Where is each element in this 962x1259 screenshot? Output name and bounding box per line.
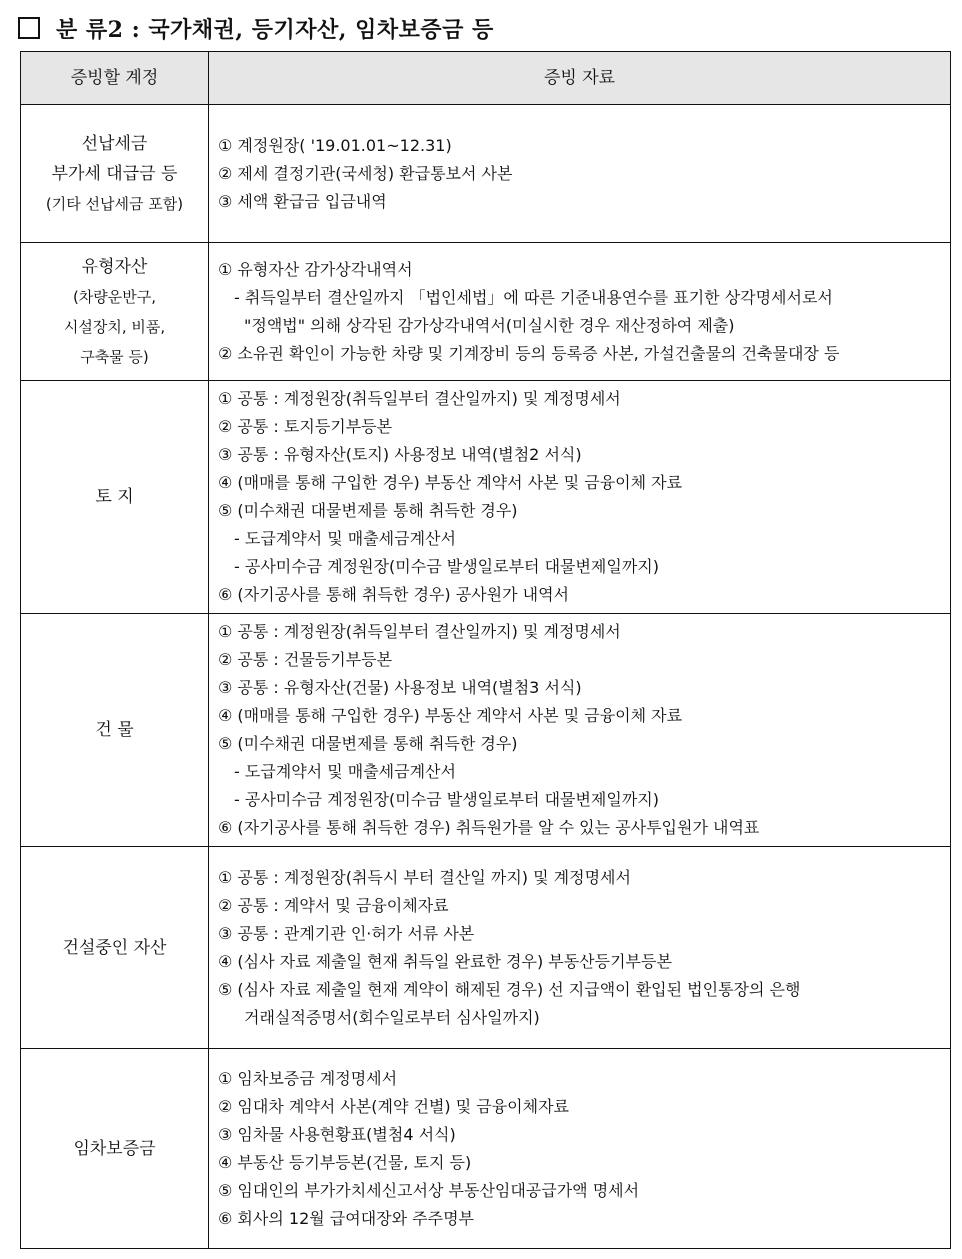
evidence-item: ⑤ (미수채권 대물변제를 통해 취득한 경우): [218, 501, 518, 520]
evidence-item: ⑤ (미수채권 대물변제를 통해 취득한 경우): [218, 734, 518, 753]
table-row: [21, 243, 951, 381]
evidence-item: ⑤ (심사 자료 제출일 현재 계약이 해제된 경우) 선 지급액이 환입된 법인통장의 은행: [218, 979, 801, 999]
evidence-item: ④ (심사 자료 제출일 현재 취득일 완료한 경우) 부동산등기부등본: [218, 951, 672, 971]
evidence-item: ③ 공통 : 유형자산(건물) 사용정보 내역(별첨3 서식): [218, 678, 582, 697]
evidence-item: ③ 임차물 사용현황표(별첨4 서식): [218, 1124, 456, 1144]
evidence-subitem: - 취득일부터 결산일까지 「법인세법」에 따른 기준내용연수를 표기한 상각명세서로서: [234, 287, 833, 307]
evidence-subitem: - 공사미수금 계정원장(미수금 발생일로부터 대물변제일까지): [234, 557, 660, 576]
account-note: (차량운반구,: [72, 287, 157, 306]
table-header-row: [21, 52, 951, 105]
account-cell: [21, 381, 209, 614]
evidence-item: ③ 세액 환급금 입금내역: [218, 191, 387, 211]
evidence-item: ③ 공통 : 유형자산(토지) 사용정보 내역(별첨2 서식): [218, 445, 582, 464]
checkbox-square-icon: [18, 17, 40, 39]
table-row: [21, 105, 951, 243]
table-row: [21, 1049, 951, 1249]
evidence-item: ② 제세 결정기관(국세청) 환급통보서 사본: [218, 163, 513, 183]
evidence-subitem: - 공사미수금 계정원장(미수금 발생일로부터 대물변제일까지): [234, 790, 660, 809]
account-cell: [21, 243, 209, 381]
evidence-cell: [209, 847, 951, 1049]
account-name: 임차보증금: [73, 1138, 156, 1159]
table-row: [21, 614, 951, 847]
evidence-item: ② 임대차 계약서 사본(계약 건별) 및 금융이체자료: [218, 1096, 570, 1116]
account-name: 토 지: [95, 487, 134, 507]
evidence-item: ② 소유권 확인이 가능한 차량 및 기계장비 등의 등록증 사본, 가설건출물의 건축물대장 등: [218, 343, 840, 363]
account-note: 시설장치, 비품,: [63, 317, 166, 336]
account-cell: [21, 847, 209, 1049]
evidence-cell: [209, 243, 951, 381]
evidence-item: ① 공통 : 계정원장(취득시 부터 결산일 까지) 및 계정명세서: [218, 867, 631, 887]
evidence-item: ⑥ (자기공사를 통해 취득한 경우) 취득원가를 알 수 있는 공사투입원가 내역표: [218, 818, 760, 837]
account-name: 선납세금: [81, 133, 148, 154]
evidence-subitem: "정액법" 의해 상각된 감가상각내역서(미실시한 경우 재산정하여 제출): [244, 315, 735, 335]
evidence-item: ④ (매매를 통해 구입한 경우) 부동산 계약서 사본 및 금융이체 자료: [218, 473, 683, 492]
account-name: 건 물: [95, 720, 134, 740]
table-row: [21, 847, 951, 1049]
evidence-item: ③ 공통 : 관계기관 인·허가 서류 사본: [218, 923, 475, 943]
header-account: 증빙할 계정: [21, 52, 209, 105]
evidence-cell: [209, 381, 951, 614]
account-name: 유형자산: [81, 256, 148, 277]
account-name: 건설중인 자산: [62, 937, 167, 958]
evidence-item: ① 임차보증금 계정명세서: [218, 1068, 398, 1088]
evidence-continuation: 거래실적증명서(회수일로부터 심사일까지): [244, 1007, 540, 1027]
evidence-item: ① 계정원장( '19.01.01~12.31): [218, 135, 452, 155]
header-evidence: 증빙 자료: [209, 52, 951, 105]
evidence-item: ⑤ 임대인의 부가가치세신고서상 부동산임대공급가액 명세서: [218, 1180, 640, 1200]
account-note: 구축물 등): [80, 347, 149, 366]
account-cell: [21, 105, 209, 243]
evidence-item: ① 공통 : 계정원장(취득일부터 결산일까지) 및 계정명세서: [218, 622, 621, 641]
evidence-item: ② 공통 : 계약서 및 금융이체자료: [218, 895, 449, 915]
table-row: [21, 381, 951, 614]
evidence-item: ④ (매매를 통해 구입한 경우) 부동산 계약서 사본 및 금융이체 자료: [218, 706, 683, 725]
evidence-item: ② 공통 : 토지등기부등본: [218, 417, 393, 436]
evidence-subitem: - 도급계약서 및 매출세금계산서: [234, 529, 456, 548]
evidence-item: ⑥ (자기공사를 통해 취득한 경우) 공사원가 내역서: [218, 585, 570, 604]
evidence-cell: [209, 105, 951, 243]
account-name: 부가세 대급금 등: [51, 163, 178, 184]
section-heading: [18, 10, 494, 46]
account-cell: [21, 614, 209, 847]
evidence-item: ① 유형자산 감가상각내역서: [218, 259, 413, 279]
evidence-item: ① 공통 : 계정원장(취득일부터 결산일까지) 및 계정명세서: [218, 389, 621, 408]
evidence-cell: [209, 614, 951, 847]
evidence-table: [20, 51, 951, 1249]
evidence-subitem: - 도급계약서 및 매출세금계산서: [234, 762, 456, 781]
account-cell: [21, 1049, 209, 1249]
evidence-cell: [209, 1049, 951, 1249]
evidence-item: ④ 부동산 등기부등본(건물, 토지 등): [218, 1152, 472, 1172]
section-title: 분 류2 : 국가채권, 등기자산, 임차보증금 등: [56, 16, 494, 43]
account-note: (기타 선납세금 포함): [45, 194, 184, 213]
evidence-item: ⑥ 회사의 12월 급여대장와 주주명부: [218, 1208, 474, 1228]
evidence-item: ② 공통 : 건물등기부등본: [218, 650, 393, 669]
